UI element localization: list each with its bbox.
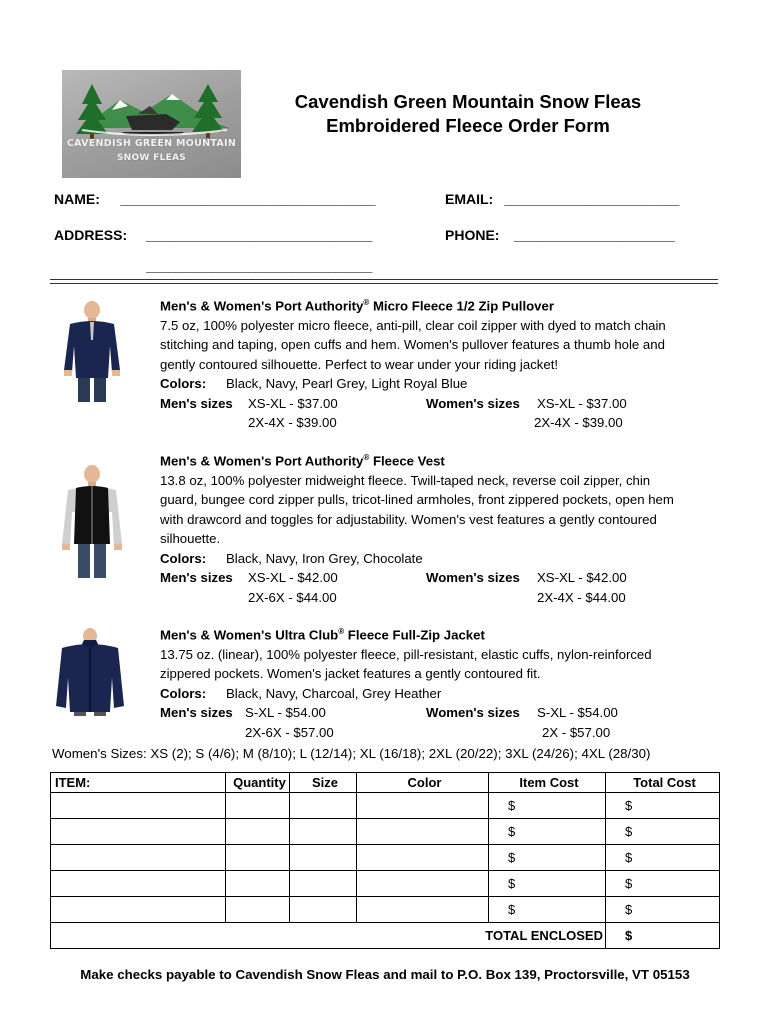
address-field[interactable]: _______________________________	[146, 227, 372, 243]
phone-label: PHONE:	[445, 227, 500, 243]
quantity-cell[interactable]	[226, 871, 290, 897]
item-cell[interactable]	[51, 845, 226, 871]
logo-text-line1: CAVENDISH GREEN MOUNTAIN	[66, 138, 237, 149]
product-description-line: gently contoured silhouette. Perfect to wear under your riding jacket!	[160, 356, 559, 372]
item-cell[interactable]	[51, 871, 226, 897]
item-cell[interactable]	[51, 897, 226, 923]
col-header-quantity: Quantity	[226, 773, 290, 793]
total-cost-cell[interactable]: $	[606, 897, 720, 923]
total-enclosed-label: TOTAL ENCLOSED	[357, 923, 606, 949]
divider-rule-bottom	[50, 283, 718, 284]
jacket-photo	[54, 628, 126, 718]
page-title	[248, 90, 688, 138]
size-cell[interactable]	[290, 793, 357, 819]
total-cost-cell[interactable]: $	[606, 871, 720, 897]
name-label: NAME:	[54, 191, 100, 207]
table-row	[51, 845, 720, 871]
name-field[interactable]: ___________________________________	[120, 191, 376, 207]
email-label: EMAIL:	[445, 191, 494, 207]
table-row	[51, 897, 720, 923]
color-cell[interactable]	[357, 845, 489, 871]
product-description-line: 7.5 oz, 100% polyester micro fleece, anti-pill, clear coil zipper with dyed to match chain	[160, 317, 666, 333]
size-cell[interactable]	[290, 819, 357, 845]
logo-text-line2: SNOW FLEAS	[116, 153, 187, 163]
product-pullover	[160, 293, 720, 433]
item-cost-cell[interactable]: $	[489, 871, 606, 897]
product-sizes-row2: 2X-6X - $57.00 2X - $57.00	[245, 724, 611, 740]
product-colors: Colors: Black, Navy, Charcoal, Grey Heather	[160, 685, 442, 701]
quantity-cell[interactable]	[226, 793, 290, 819]
product-colors: Colors: Black, Navy, Iron Grey, Chocolate	[160, 550, 423, 566]
product-description-line: stitching and taping, open cuffs and hem. Women's pullover features a thumb hole and	[160, 337, 665, 353]
phone-field[interactable]: ______________________	[514, 227, 675, 243]
product-sizes-row2: 2X-6X - $44.00 2X-4X - $44.00	[248, 589, 626, 605]
order-table-header	[51, 773, 720, 793]
size-cell[interactable]	[290, 845, 357, 871]
color-cell[interactable]	[357, 819, 489, 845]
size-cell[interactable]	[290, 871, 357, 897]
product-vest	[160, 448, 720, 607]
pullover-photo	[60, 300, 124, 404]
product-sizes-row1: Men's sizes XS-XL - $37.00 Women's sizes XS-XL - $37.00	[160, 395, 627, 411]
womens-size-chart-note: Women's Sizes: XS (2); S (4/6); M (8/10); L (12/14); XL (16/18); 2XL (20/22); 3XL (24/26); 4XL (28/30)	[52, 746, 651, 761]
email-field[interactable]: ________________________	[504, 191, 679, 207]
item-cell[interactable]	[51, 793, 226, 819]
product-title: Men's & Women's Port Authority® Micro Fleece 1/2 Zip Pullover	[160, 298, 554, 314]
product-title: Men's & Women's Port Authority® Fleece Vest	[160, 453, 445, 469]
col-header-color: Color	[357, 773, 489, 793]
total-enclosed-cell[interactable]: $	[606, 923, 720, 949]
table-row	[51, 793, 720, 819]
item-cost-cell[interactable]: $	[489, 819, 606, 845]
title-line2: Embroidered Fleece Order Form	[326, 115, 610, 136]
payment-instructions: Make checks payable to Cavendish Snow Fleas and mail to P.O. Box 139, Proctorsville, VT 05153	[80, 967, 690, 982]
col-header-item: ITEM:	[51, 773, 226, 793]
table-row	[51, 871, 720, 897]
address-label: ADDRESS:	[54, 227, 128, 243]
quantity-cell[interactable]	[226, 819, 290, 845]
product-jacket	[160, 622, 720, 742]
club-logo	[62, 70, 241, 178]
product-description-line: guard, bungee cord zipper pulls, tricot-lined armholes, front zippered pockets, open hem	[160, 492, 674, 508]
product-sizes-row1: Men's sizes XS-XL - $42.00 Women's sizes XS-XL - $42.00	[160, 570, 627, 586]
product-description-line: 13.8 oz, 100% polyester midweight fleece. Twill-taped neck, reverse coil zipper, chin	[160, 472, 651, 488]
item-cell[interactable]	[51, 819, 226, 845]
color-cell[interactable]	[357, 793, 489, 819]
total-cost-cell[interactable]: $	[606, 793, 720, 819]
table-row	[51, 819, 720, 845]
col-header-total-cost: Total Cost	[606, 773, 720, 793]
title-line1: Cavendish Green Mountain Snow Fleas	[294, 91, 642, 112]
item-cost-cell[interactable]: $	[489, 897, 606, 923]
col-header-item-cost: Item Cost	[489, 773, 606, 793]
product-colors: Colors: Black, Navy, Pearl Grey, Light Royal Blue	[160, 376, 468, 392]
color-cell[interactable]	[357, 871, 489, 897]
product-description-line: zippered pockets. Women's jacket features a gently contoured fit.	[160, 666, 541, 682]
item-cost-cell[interactable]: $	[489, 845, 606, 871]
quantity-cell[interactable]	[226, 897, 290, 923]
order-table	[50, 772, 720, 949]
product-title: Men's & Women's Ultra Club® Fleece Full-Zip Jacket	[160, 627, 485, 643]
size-cell[interactable]	[290, 897, 357, 923]
product-description-line: with drawcord and toggles for adjustability. Women's vest features a gently contoured	[160, 511, 657, 527]
divider-rule-top	[50, 279, 718, 280]
item-cost-cell[interactable]: $	[489, 793, 606, 819]
total-row-spacer	[51, 923, 357, 949]
total-row	[51, 923, 720, 949]
quantity-cell[interactable]	[226, 845, 290, 871]
product-sizes-row2: 2X-4X - $39.00 2X-4X - $39.00	[248, 415, 623, 431]
vest-photo	[60, 464, 124, 580]
total-cost-cell[interactable]: $	[606, 845, 720, 871]
product-description-line: silhouette.	[160, 531, 221, 547]
product-sizes-row1: Men's sizes S-XL - $54.00 Women's sizes S-XL - $54.00	[160, 705, 618, 721]
col-header-size: Size	[290, 773, 357, 793]
total-cost-cell[interactable]: $	[606, 819, 720, 845]
color-cell[interactable]	[357, 897, 489, 923]
product-description-line: 13.75 oz. (linear), 100% polyester fleece, pill-resistant, elastic cuffs, nylon-reinforced	[160, 646, 652, 662]
address-field-line2[interactable]: _______________________________	[146, 258, 372, 274]
